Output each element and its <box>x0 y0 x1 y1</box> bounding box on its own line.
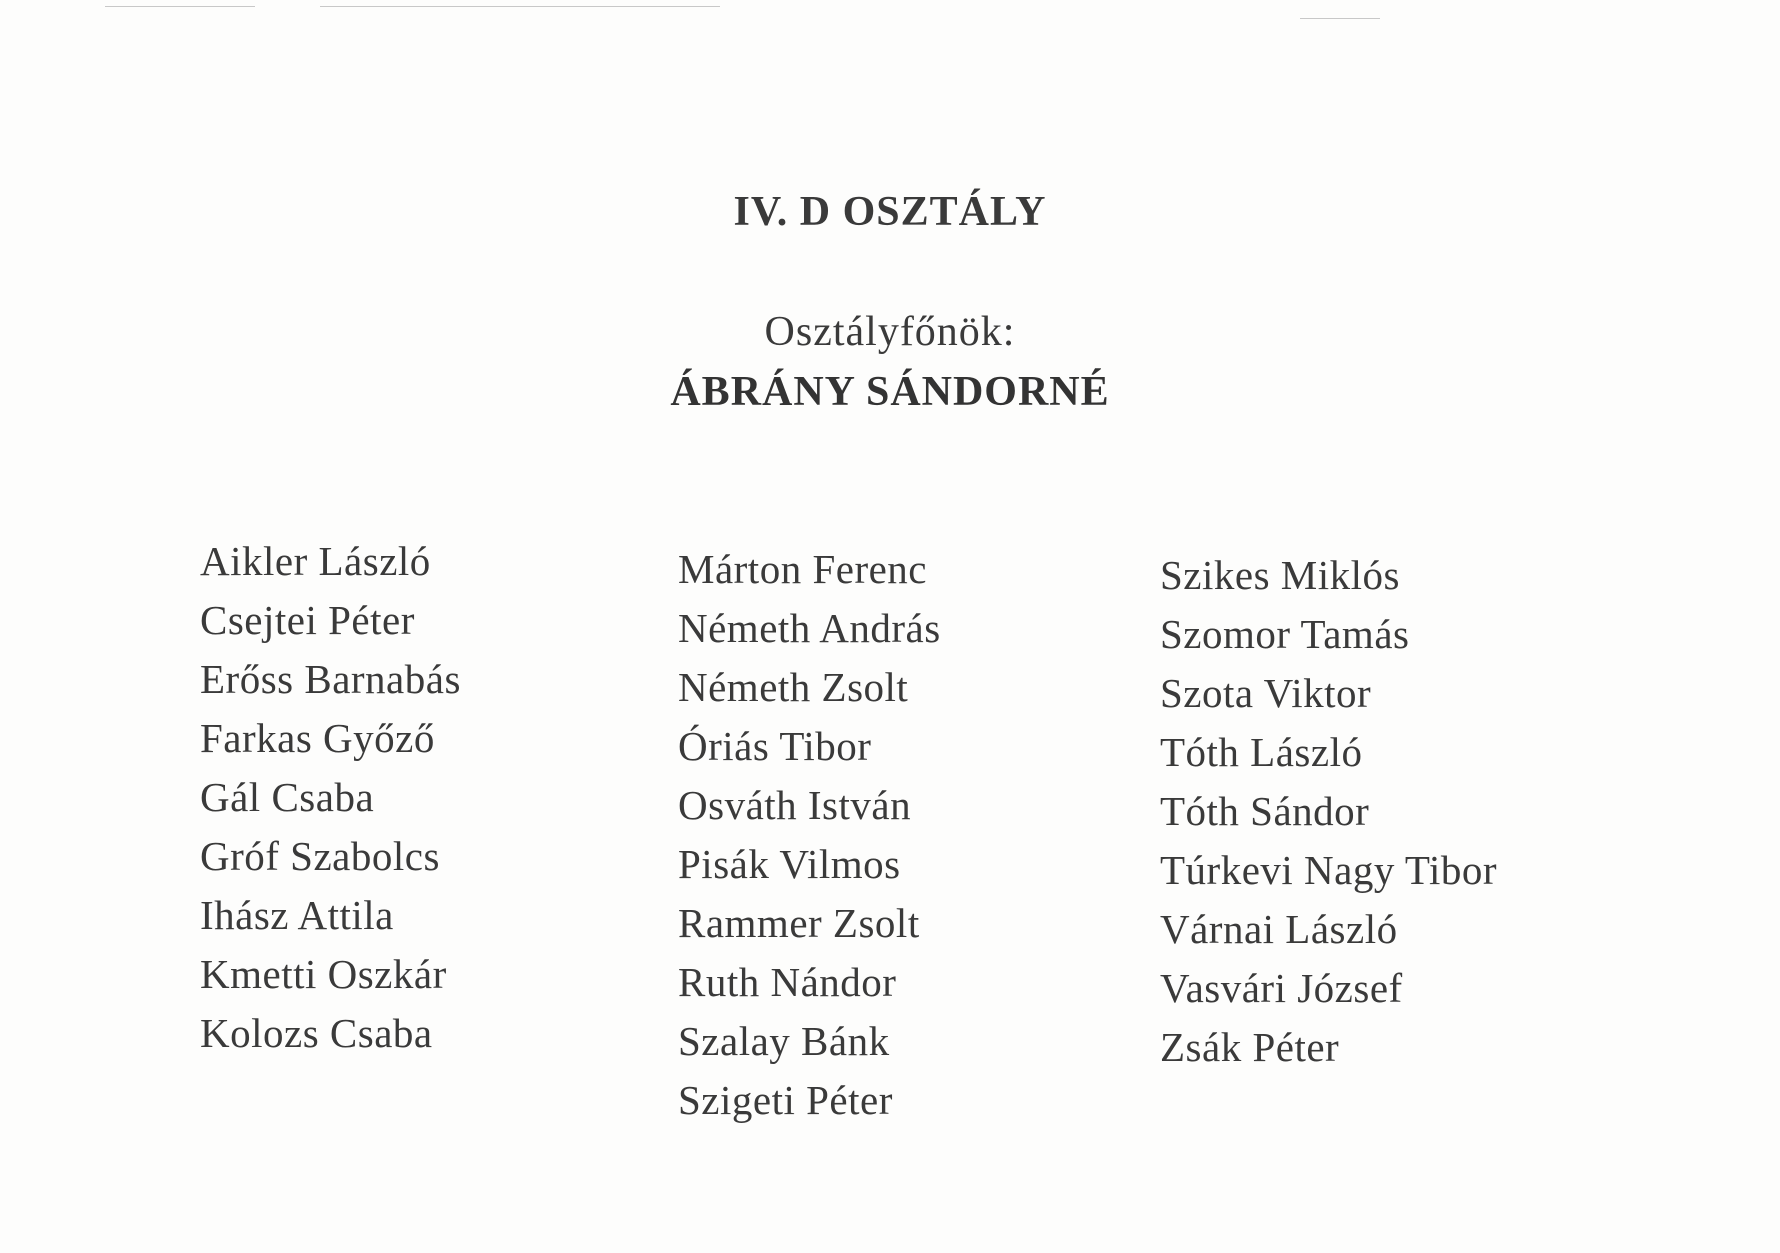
student-column-1 <box>200 532 461 1063</box>
student-name: Szomor Tamás <box>1160 611 1410 657</box>
student-name: Gróf Szabolcs <box>200 833 440 879</box>
student-name: Márton Ferenc <box>678 546 927 592</box>
student-column-2 <box>678 540 941 1130</box>
student-name: Várnai László <box>1160 906 1398 952</box>
student-column-3 <box>1160 546 1497 1077</box>
student-name: Tóth László <box>1160 729 1363 775</box>
student-name: Óriás Tibor <box>678 723 872 769</box>
student-name: Kolozs Csaba <box>200 1010 433 1056</box>
student-name: Zsák Péter <box>1160 1024 1340 1070</box>
student-name: Szalay Bánk <box>678 1018 890 1064</box>
student-name: Osváth István <box>678 782 912 828</box>
student-name: Szigeti Péter <box>678 1077 893 1123</box>
student-name: Szota Viktor <box>1160 670 1372 716</box>
student-name: Aikler László <box>200 538 431 584</box>
student-name: Németh Zsolt <box>678 664 909 710</box>
student-name: Erőss Barnabás <box>200 656 461 702</box>
student-name: Ihász Attila <box>200 892 394 938</box>
teacher-label: Osztályfőnök: <box>764 309 1016 355</box>
scan-artifact <box>105 6 255 7</box>
scan-artifact <box>1300 18 1380 19</box>
student-name: Tóth Sándor <box>1160 788 1370 834</box>
student-name: Németh András <box>678 605 941 651</box>
student-name: Farkas Győző <box>200 715 435 761</box>
student-name: Csejtei Péter <box>200 597 415 643</box>
teacher-name: ÁBRÁNY SÁNDORNÉ <box>670 369 1110 415</box>
class-title: IV. D OSZTÁLY <box>733 189 1047 235</box>
student-name: Kmetti Oszkár <box>200 951 447 997</box>
student-name: Vasvári József <box>1160 965 1403 1011</box>
student-name: Szikes Miklós <box>1160 552 1400 598</box>
student-name: Rammer Zsolt <box>678 900 920 946</box>
student-name: Gál Csaba <box>200 774 375 820</box>
scan-artifact <box>320 6 720 7</box>
student-name: Pisák Vilmos <box>678 841 901 887</box>
student-name: Ruth Nándor <box>678 959 897 1005</box>
student-name: Túrkevi Nagy Tibor <box>1160 847 1497 893</box>
